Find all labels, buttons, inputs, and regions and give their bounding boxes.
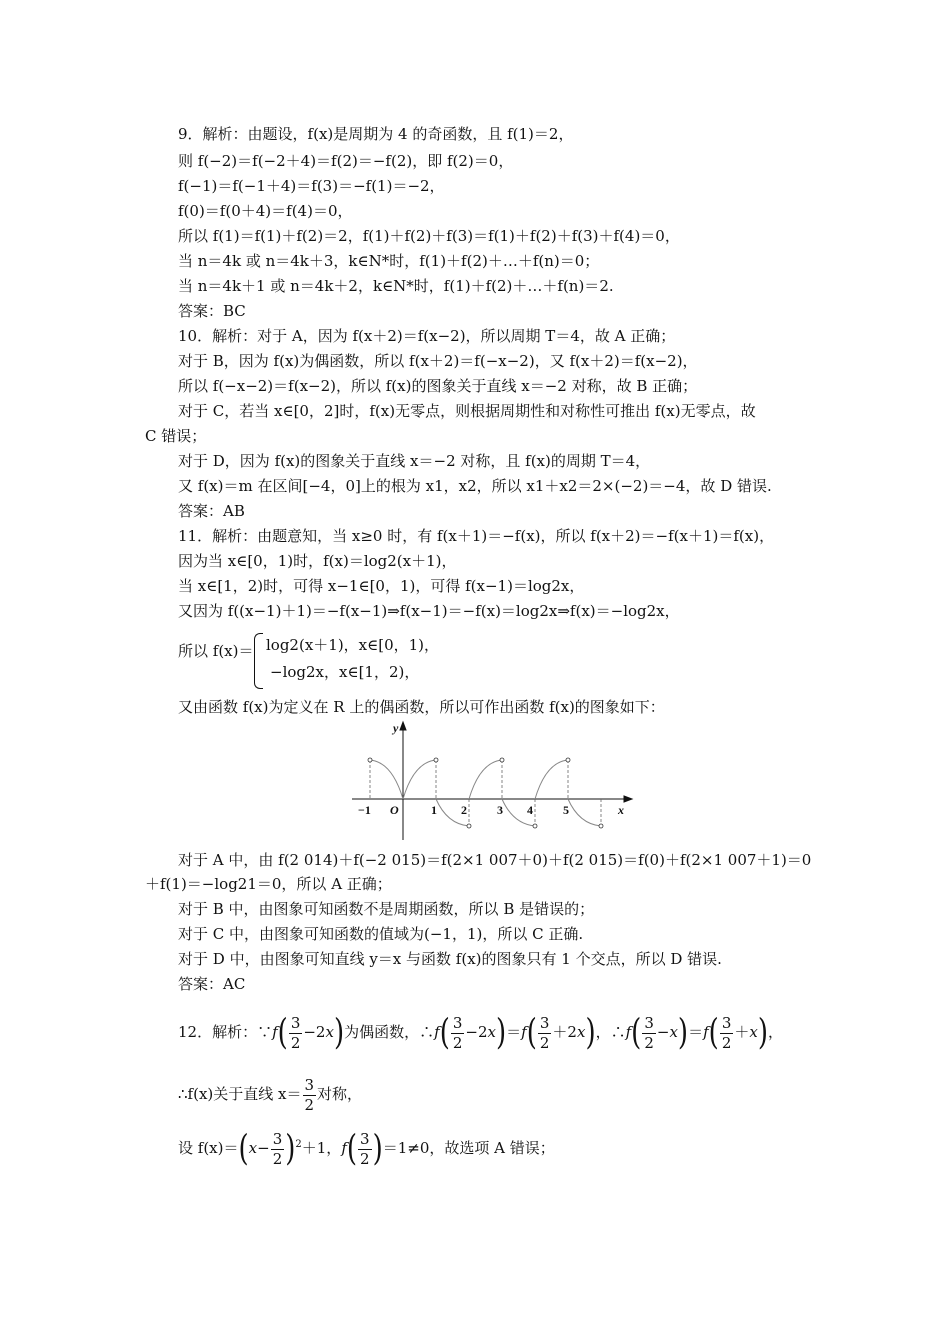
q11-line-8: 对于 B 中，由图象可知函数不是周期函数，所以 B 是错误的； [178, 900, 595, 918]
q11-line-3: 当 x∈[1，2)时，可得 x−1∈[0，1)，可得 f(x−1)＝log2x， [178, 577, 585, 595]
fraction: $\frac{3}{2}$ [539, 1013, 550, 1052]
tick-label: 5 [563, 803, 569, 817]
fraction: $\frac{3}{2}$ [644, 1013, 654, 1052]
q11-line-4: 又因为 f((x−1)＋1)＝−f(x−1)⇒f(x−1)＝−f(x)＝log2x⇒f(x)＝−log2x， [178, 602, 680, 620]
q9-line-6: 当 n＝4k 或 n＝4k＋3，k∈N*时，f(1)＋f(2)＋…＋f(n)＝0； [178, 252, 600, 270]
function-graph [352, 720, 642, 845]
q11-line-6: 对于 A 中，由 f(2 014)＋f(−2 015)＝f(2×1 007＋0)＋f(2 015)＝f(0)＋f(2×1 007＋1)＝0 [178, 851, 812, 869]
origin-label: O [390, 803, 399, 817]
q12-line-2-lead: ∴f(x)关于直线 x＝ [178, 1085, 302, 1103]
open-point [566, 758, 570, 762]
curve-seg-5-6 [568, 799, 601, 826]
tick-label: 1 [431, 803, 437, 817]
q11-line-10: 对于 D 中，由图象可知直线 y＝x 与函数 f(x)的图象只有 1 个交点，所以 D 错误. [178, 950, 722, 968]
q9-line-1: 9．解析：由题设，f(x)是周期为 4 的奇函数，且 f(1)＝2， [178, 125, 574, 143]
q10-line-7: 又 f(x)＝m 在区间[−4，0]上的根为 x1，x2，所以 x1＋x2＝2×(−2)＝−4，故 D 错误. [178, 477, 772, 495]
q9-line-4: f(0)＝f(0＋4)＝f(4)＝0， [178, 202, 353, 220]
q10-line-5: C 错误； [145, 427, 207, 445]
open-point [500, 758, 504, 762]
q12-line-3-mid: ＋1， [301, 1139, 342, 1157]
q11-answer: 答案：AC [178, 975, 246, 993]
tick-label: −1 [358, 803, 371, 817]
q12-line-1: 12．解析：∵f( $\frac{3}{2}$ −2x)为偶函数，∴f( $\frac{3}{2}$ −2x)＝f( $\frac{3}{2}$ ＋2x)，∴f( $\frac{3}{2}$ −x)＝f( $\frac{3}{2}$ ＋x)， [178, 1012, 784, 1054]
fraction: $\frac{3}{2}$ [721, 1013, 732, 1052]
q9-line-3: f(−1)＝f(−1＋4)＝f(3)＝−f(1)＝−2， [178, 177, 445, 195]
fraction: $\frac{3}{2}$ [272, 1129, 283, 1168]
open-point [599, 824, 603, 828]
q10-line-6: 对于 D，因为 f(x)的图象关于直线 x＝−2 对称，且 f(x)的周期 T＝4， [178, 452, 651, 470]
piecewise-case-1: log2(x＋1)，x∈[0，1)， [266, 636, 440, 654]
piecewise-case-2: −log2x，x∈[1，2)， [270, 663, 420, 681]
fraction: $\frac{3}{2}$ [360, 1129, 370, 1168]
y-axis-arrow [400, 722, 406, 730]
open-point [368, 758, 372, 762]
q10-answer: 答案：AB [178, 502, 245, 520]
q10-line-1: 10．解析：对于 A，因为 f(x＋2)＝f(x−2)，所以周期 T＝4，故 A 正确； [178, 327, 676, 345]
tick-label: 3 [497, 803, 503, 817]
q11-line-2: 因为当 x∈[0，1)时，f(x)＝log2(x＋1)， [178, 552, 457, 570]
q12-line-3-lead: 设 f(x)＝ [178, 1139, 239, 1157]
q12-line-3-tail: ＝1≠0，故选项 A 错误； [382, 1139, 555, 1157]
q10-line-2: 对于 B，因为 f(x)为偶函数，所以 f(x＋2)＝f(−x−2)，又 f(x＋2)＝f(x−2)， [178, 352, 698, 370]
q12-text-1: 为偶函数，∴ [344, 1023, 435, 1041]
q11-line-7: ＋f(1)＝−log21＝0，所以 A 正确； [145, 875, 392, 893]
fraction: $\frac{3}{2}$ [452, 1013, 463, 1052]
y-axis-label: y [393, 721, 399, 735]
q9-line-5: 所以 f(1)＝f(1)＋f(2)＝2，f(1)＋f(2)＋f(3)＝f(1)＋f(2)＋f(3)＋f(4)＝0， [178, 227, 680, 245]
q12-line-2 [178, 1074, 362, 1115]
open-point [467, 824, 471, 828]
q9-line-7: 当 n＝4k＋1 或 n＝4k＋2，k∈N*时，f(1)＋f(2)＋…＋f(n)＝2. [178, 277, 614, 295]
open-point [533, 824, 537, 828]
piecewise-brace [254, 633, 263, 689]
q12-line-3: 设 f(x)＝(x− $\frac{3}{2}$ )$^2$＋1，f( $\frac{3}{2}$ )＝1≠0，故选项 A 错误； [178, 1128, 555, 1170]
q12-line-2-tail: 对称， [317, 1085, 363, 1103]
curve-seg-2-3 [469, 760, 502, 799]
tick-label: 4 [527, 803, 533, 817]
fraction: $\frac{3}{2}$ [290, 1013, 301, 1052]
curve-seg-0-1 [403, 760, 436, 799]
curve-seg-neg1-0 [370, 760, 403, 799]
curve-seg-4-5 [535, 760, 568, 799]
q11-line-9: 对于 C 中，由图象可知函数的值域为(−1，1)，所以 C 正确. [178, 925, 584, 943]
tick-label: 2 [461, 803, 467, 817]
q10-line-3: 所以 f(−x−2)＝f(x−2)，所以 f(x)的图象关于直线 x＝−2 对称，故 B 正确； [178, 377, 698, 395]
q9-answer: 答案：BC [178, 302, 246, 320]
open-point [434, 758, 438, 762]
fraction: $\frac{3}{2}$ [304, 1075, 315, 1114]
q10-line-4: 对于 C，若当 x∈[0，2]时，f(x)无零点，则根据周期性和对称性可推出 f(x)无零点，故 [178, 402, 756, 420]
q11-line-5: 又由函数 f(x)为定义在 R 上的偶函数，所以可作出函数 f(x)的图象如下： [178, 698, 665, 716]
q9-line-2: 则 f(−2)＝f(−2＋4)＝f(2)＝−f(2)，即 f(2)＝0， [178, 152, 514, 170]
piecewise-lead: 所以 f(x)＝ [178, 642, 254, 660]
x-axis-arrow [624, 796, 632, 802]
q11-line-1: 11．解析：由题意知，当 x≥0 时，有 f(x＋1)＝−f(x)，所以 f(x＋2)＝−f(x＋1)＝f(x)， [178, 527, 775, 545]
x-axis-label: x [618, 803, 624, 817]
q12-lead: 12．解析：∵ [178, 1023, 273, 1041]
